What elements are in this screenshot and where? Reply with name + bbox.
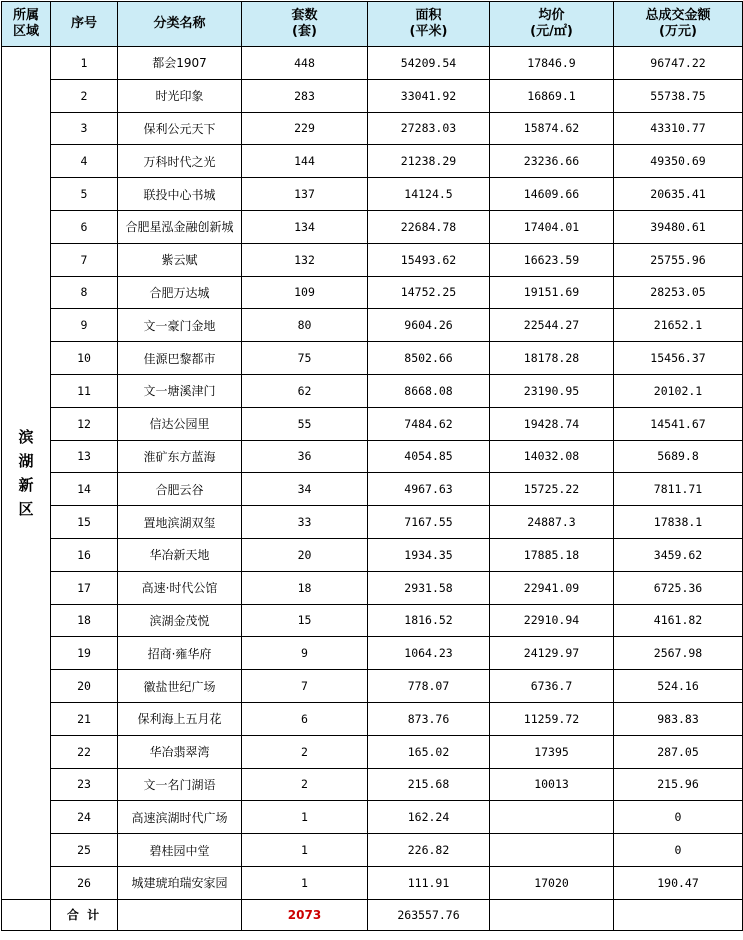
table-row xyxy=(2,309,743,342)
cell-price: 22544.27 xyxy=(490,309,614,342)
header-region-line1: 所属 xyxy=(12,8,39,23)
table-row xyxy=(2,47,743,80)
cell-area: 4054.85 xyxy=(368,440,490,473)
cell-units: 229 xyxy=(242,112,368,145)
table-row xyxy=(2,407,743,440)
cell-seq: 25 xyxy=(51,834,118,867)
header-units-line2: (套) xyxy=(292,24,317,39)
cell-total: 43310.77 xyxy=(614,112,743,145)
cell-name: 佳源巴黎都市 xyxy=(118,342,242,375)
cell-units: 34 xyxy=(242,473,368,506)
cell-name: 淮矿东方蓝海 xyxy=(118,440,242,473)
cell-name: 城建琥珀瑞安家园 xyxy=(118,866,242,899)
cell-units: 2 xyxy=(242,735,368,768)
cell-seq: 9 xyxy=(51,309,118,342)
total-area: 263557.76 xyxy=(368,899,490,930)
cell-area: 226.82 xyxy=(368,834,490,867)
total-amount-cell xyxy=(614,899,743,930)
table-row xyxy=(2,506,743,539)
header-region xyxy=(2,2,51,47)
cell-seq: 11 xyxy=(51,374,118,407)
cell-price: 22910.94 xyxy=(490,604,614,637)
table-row xyxy=(2,178,743,211)
cell-total: 55738.75 xyxy=(614,79,743,112)
cell-price: 14032.08 xyxy=(490,440,614,473)
cell-area: 4967.63 xyxy=(368,473,490,506)
cell-name: 合肥云谷 xyxy=(118,473,242,506)
cell-area: 2931.58 xyxy=(368,571,490,604)
cell-name: 招商·雍华府 xyxy=(118,637,242,670)
cell-name: 紫云赋 xyxy=(118,243,242,276)
cell-units: 2 xyxy=(242,768,368,801)
table-row xyxy=(2,79,743,112)
cell-units: 80 xyxy=(242,309,368,342)
cell-price: 23236.66 xyxy=(490,145,614,178)
cell-total: 17838.1 xyxy=(614,506,743,539)
cell-units: 55 xyxy=(242,407,368,440)
table-row xyxy=(2,210,743,243)
table-row xyxy=(2,473,743,506)
cell-units: 134 xyxy=(242,210,368,243)
cell-area: 54209.54 xyxy=(368,47,490,80)
cell-seq: 7 xyxy=(51,243,118,276)
header-area-line2: (平米) xyxy=(409,24,448,39)
table-row xyxy=(2,374,743,407)
cell-area: 22684.78 xyxy=(368,210,490,243)
cell-units: 144 xyxy=(242,145,368,178)
cell-seq: 3 xyxy=(51,112,118,145)
table-row xyxy=(2,276,743,309)
table-row xyxy=(2,538,743,571)
header-region-line2: 区域 xyxy=(12,24,39,39)
cell-total: 5689.8 xyxy=(614,440,743,473)
cell-price: 17020 xyxy=(490,866,614,899)
table-row xyxy=(2,112,743,145)
cell-name: 滨湖金茂悦 xyxy=(118,604,242,637)
cell-seq: 1 xyxy=(51,47,118,80)
cell-name: 万科时代之光 xyxy=(118,145,242,178)
cell-name: 华冶新天地 xyxy=(118,538,242,571)
table-row xyxy=(2,342,743,375)
cell-total: 4161.82 xyxy=(614,604,743,637)
sales-table xyxy=(1,1,743,931)
cell-price: 18178.28 xyxy=(490,342,614,375)
cell-seq: 24 xyxy=(51,801,118,834)
cell-seq: 22 xyxy=(51,735,118,768)
cell-price: 15725.22 xyxy=(490,473,614,506)
cell-total: 215.96 xyxy=(614,768,743,801)
cell-area: 33041.92 xyxy=(368,79,490,112)
cell-price: 17404.01 xyxy=(490,210,614,243)
cell-seq: 5 xyxy=(51,178,118,211)
table-row xyxy=(2,768,743,801)
total-price-cell xyxy=(490,899,614,930)
cell-area: 215.68 xyxy=(368,768,490,801)
cell-seq: 18 xyxy=(51,604,118,637)
cell-name: 文一塘溪津门 xyxy=(118,374,242,407)
cell-area: 15493.62 xyxy=(368,243,490,276)
cell-name: 时光印象 xyxy=(118,79,242,112)
total-region-cell xyxy=(2,899,51,930)
cell-seq: 17 xyxy=(51,571,118,604)
cell-name: 保利海上五月花 xyxy=(118,702,242,735)
header-price-line1: 均价 xyxy=(538,8,565,23)
cell-seq: 21 xyxy=(51,702,118,735)
cell-total: 28253.05 xyxy=(614,276,743,309)
total-label: 合 计 xyxy=(51,899,118,930)
cell-name: 置地滨湖双玺 xyxy=(118,506,242,539)
header-total xyxy=(614,2,743,47)
header-total-line2: (万元) xyxy=(659,24,697,39)
cell-price: 11259.72 xyxy=(490,702,614,735)
cell-seq: 20 xyxy=(51,670,118,703)
cell-price: 19151.69 xyxy=(490,276,614,309)
cell-price: 24887.3 xyxy=(490,506,614,539)
cell-units: 1 xyxy=(242,866,368,899)
cell-units: 137 xyxy=(242,178,368,211)
cell-price: 17846.9 xyxy=(490,47,614,80)
table-row xyxy=(2,440,743,473)
cell-price: 16869.1 xyxy=(490,79,614,112)
cell-price: 19428.74 xyxy=(490,407,614,440)
cell-seq: 10 xyxy=(51,342,118,375)
cell-total: 49350.69 xyxy=(614,145,743,178)
cell-area: 1934.35 xyxy=(368,538,490,571)
cell-price: 17885.18 xyxy=(490,538,614,571)
cell-units: 75 xyxy=(242,342,368,375)
cell-seq: 2 xyxy=(51,79,118,112)
cell-seq: 4 xyxy=(51,145,118,178)
header-seq: 序号 xyxy=(51,2,118,47)
cell-area: 14124.5 xyxy=(368,178,490,211)
cell-units: 448 xyxy=(242,47,368,80)
header-area-line1: 面积 xyxy=(415,8,442,23)
cell-total: 2567.98 xyxy=(614,637,743,670)
total-units: 2073 xyxy=(242,899,368,930)
cell-units: 9 xyxy=(242,637,368,670)
cell-name: 碧桂园中堂 xyxy=(118,834,242,867)
cell-area: 8502.66 xyxy=(368,342,490,375)
table-row xyxy=(2,834,743,867)
cell-seq: 14 xyxy=(51,473,118,506)
cell-price: 15874.62 xyxy=(490,112,614,145)
header-name: 分类名称 xyxy=(118,2,242,47)
cell-seq: 12 xyxy=(51,407,118,440)
header-units xyxy=(242,2,368,47)
table-row xyxy=(2,735,743,768)
cell-price: 23190.95 xyxy=(490,374,614,407)
table-row xyxy=(2,801,743,834)
cell-area: 21238.29 xyxy=(368,145,490,178)
cell-total: 39480.61 xyxy=(614,210,743,243)
cell-units: 1 xyxy=(242,801,368,834)
header-price-line2: (元/㎡) xyxy=(530,24,573,39)
cell-seq: 15 xyxy=(51,506,118,539)
cell-name: 都会1907 xyxy=(118,47,242,80)
cell-total: 96747.22 xyxy=(614,47,743,80)
cell-seq: 23 xyxy=(51,768,118,801)
cell-price: 14609.66 xyxy=(490,178,614,211)
cell-seq: 26 xyxy=(51,866,118,899)
table-row xyxy=(2,571,743,604)
cell-area: 9604.26 xyxy=(368,309,490,342)
cell-area: 1816.52 xyxy=(368,604,490,637)
table-body xyxy=(2,47,743,931)
cell-total: 287.05 xyxy=(614,735,743,768)
cell-seq: 13 xyxy=(51,440,118,473)
header-total-line1: 总成交金额 xyxy=(645,8,711,23)
cell-total: 3459.62 xyxy=(614,538,743,571)
cell-units: 109 xyxy=(242,276,368,309)
cell-area: 7484.62 xyxy=(368,407,490,440)
cell-units: 283 xyxy=(242,79,368,112)
cell-name: 合肥星泓金融创新城 xyxy=(118,210,242,243)
table-row xyxy=(2,243,743,276)
cell-area: 7167.55 xyxy=(368,506,490,539)
cell-area: 162.24 xyxy=(368,801,490,834)
cell-total: 0 xyxy=(614,801,743,834)
cell-total: 21652.1 xyxy=(614,309,743,342)
header-units-line1: 套数 xyxy=(291,8,318,23)
cell-name: 信达公园里 xyxy=(118,407,242,440)
table-row xyxy=(2,145,743,178)
cell-total: 25755.96 xyxy=(614,243,743,276)
table-row xyxy=(2,670,743,703)
cell-price: 6736.7 xyxy=(490,670,614,703)
cell-price: 24129.97 xyxy=(490,637,614,670)
table-row xyxy=(2,637,743,670)
table-row xyxy=(2,702,743,735)
region-label: 滨湖新区 xyxy=(18,427,34,518)
cell-total: 0 xyxy=(614,834,743,867)
cell-price: 16623.59 xyxy=(490,243,614,276)
cell-area: 165.02 xyxy=(368,735,490,768)
cell-total: 7811.71 xyxy=(614,473,743,506)
cell-total: 190.47 xyxy=(614,866,743,899)
cell-name: 保利公元天下 xyxy=(118,112,242,145)
cell-name: 高速滨湖时代广场 xyxy=(118,801,242,834)
cell-units: 36 xyxy=(242,440,368,473)
cell-units: 6 xyxy=(242,702,368,735)
cell-seq: 6 xyxy=(51,210,118,243)
cell-area: 111.91 xyxy=(368,866,490,899)
cell-price xyxy=(490,834,614,867)
cell-area: 8668.08 xyxy=(368,374,490,407)
cell-units: 15 xyxy=(242,604,368,637)
header-price xyxy=(490,2,614,47)
header-area xyxy=(368,2,490,47)
cell-units: 18 xyxy=(242,571,368,604)
cell-total: 524.16 xyxy=(614,670,743,703)
cell-total: 14541.67 xyxy=(614,407,743,440)
cell-name: 联投中心书城 xyxy=(118,178,242,211)
cell-units: 33 xyxy=(242,506,368,539)
table-row xyxy=(2,866,743,899)
header-row xyxy=(2,2,743,47)
cell-price xyxy=(490,801,614,834)
cell-total: 15456.37 xyxy=(614,342,743,375)
cell-total: 20102.1 xyxy=(614,374,743,407)
total-name-cell xyxy=(118,899,242,930)
cell-total: 6725.36 xyxy=(614,571,743,604)
cell-units: 7 xyxy=(242,670,368,703)
total-row xyxy=(2,899,743,930)
cell-seq: 19 xyxy=(51,637,118,670)
cell-name: 文一名门湖语 xyxy=(118,768,242,801)
cell-price: 17395 xyxy=(490,735,614,768)
cell-area: 778.07 xyxy=(368,670,490,703)
cell-area: 27283.03 xyxy=(368,112,490,145)
cell-name: 文一豪门金地 xyxy=(118,309,242,342)
cell-name: 高速·时代公馆 xyxy=(118,571,242,604)
cell-units: 132 xyxy=(242,243,368,276)
cell-seq: 16 xyxy=(51,538,118,571)
cell-name: 合肥万达城 xyxy=(118,276,242,309)
cell-price: 22941.09 xyxy=(490,571,614,604)
cell-name: 华冶翡翠湾 xyxy=(118,735,242,768)
cell-total: 983.83 xyxy=(614,702,743,735)
cell-units: 62 xyxy=(242,374,368,407)
cell-area: 1064.23 xyxy=(368,637,490,670)
region-cell xyxy=(2,47,51,900)
cell-price: 10013 xyxy=(490,768,614,801)
cell-seq: 8 xyxy=(51,276,118,309)
cell-units: 20 xyxy=(242,538,368,571)
cell-area: 873.76 xyxy=(368,702,490,735)
cell-units: 1 xyxy=(242,834,368,867)
cell-area: 14752.25 xyxy=(368,276,490,309)
cell-total: 20635.41 xyxy=(614,178,743,211)
table-row xyxy=(2,604,743,637)
cell-name: 徽盐世纪广场 xyxy=(118,670,242,703)
